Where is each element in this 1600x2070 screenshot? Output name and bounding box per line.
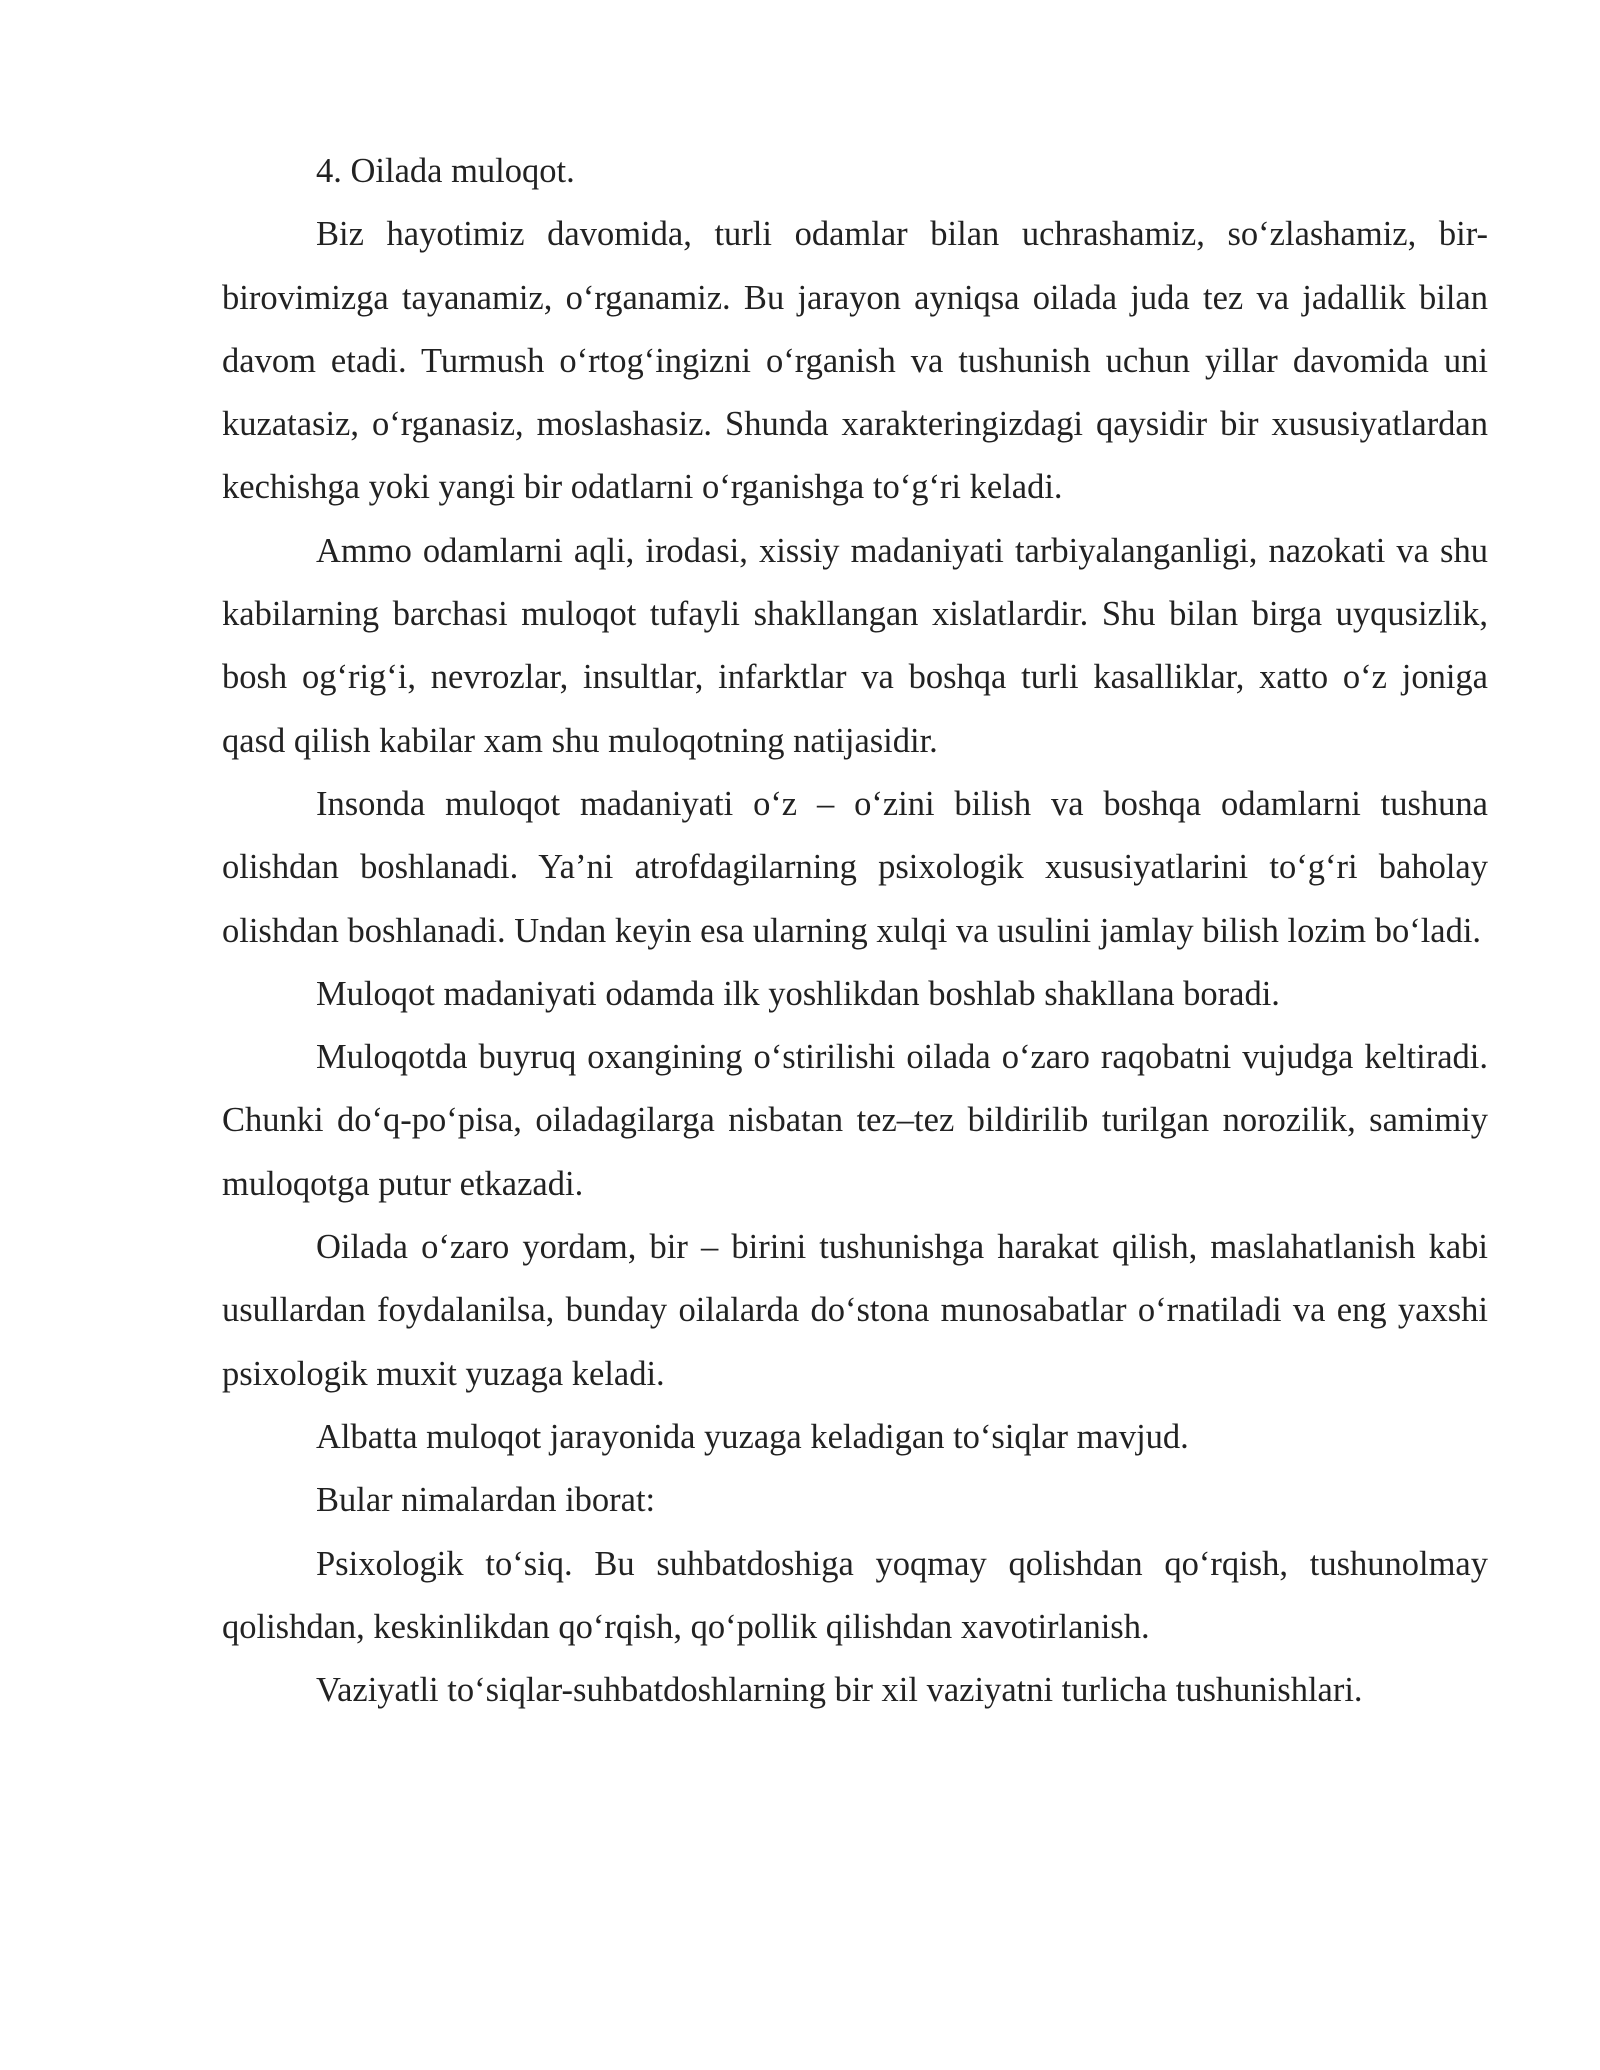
- document-page: [222, 140, 1488, 1722]
- paragraph-6: Oilada o‘zaro yordam, bir – birini tushunishga harakat qilish, maslahatlanish kabi usullardan foydalanilsa, bunday oilalarda do‘stona munosabatlar o‘rnatiladi va eng yaxshi psixologik muxit yuzaga keladi.: [222, 1228, 1488, 1393]
- paragraph-3: Insonda muloqot madaniyati o‘z – o‘zini bilish va boshqa odamlarni tushuna olishdan boshlanadi. Ya’ni atrofdagilarning psixologik xususiyatlarini to‘g‘ri baholay olishdan boshlanadi. Undan keyin esa ularning xulqi va usulini jamlay bilish lozim bo‘ladi.: [222, 784, 1488, 950]
- paragraph-2: Ammo odamlarni aqli, irodasi, xissiy madaniyati tarbiyalanganligi, nazokati va shu kabilarning barchasi muloqot tufayli shakllangan xislatlardir. Shu bilan birga uyqusizlik, bosh og‘rig‘i, nevrozlar, insultlar, infarktlar va boshqa turli kasalliklar, xatto o‘z joniga qasd qilish kabilar xam shu muloqotning natijasidir.: [222, 531, 1488, 760]
- paragraph-10: Vaziyatli to‘siqlar-suhbatdoshlarning bir xil vaziyatni turlicha tushunishlari.: [316, 1671, 1363, 1710]
- paragraph-4: Muloqot madaniyati odamda ilk yoshlikdan boshlab shakllana boradi.: [316, 974, 1280, 1013]
- paragraph-5: Muloqotda buyruq oxangining o‘stirilishi oilada o‘zaro raqobatni vujudga keltiradi. Chunki do‘q-po‘pisa, oiladagilarga nisbatan tez–tez bildirilib turilgan norozilik, samimiy muloqotga putur etkazadi.: [222, 1038, 1488, 1203]
- paragraph-8: Bular nimalardan iborat:: [316, 1481, 656, 1520]
- paragraph-7: Albatta muloqot jarayonida yuzaga keladigan to‘siqlar mavjud.: [316, 1417, 1189, 1456]
- section-heading: 4. Oilada muloqot.: [316, 152, 575, 190]
- paragraph-1: Biz hayotimiz davomida, turli odamlar bilan uchrashamiz, so‘zlashamiz, bir-birovimizga tayanamiz, o‘rganamiz. Bu jarayon ayniqsa oilada juda tez va jadallik bilan davom etadi. Turmush o‘rtog‘ingizni o‘rganish va tushunish uchun yillar davomida uni kuzatasiz, o‘rganasiz, moslashasiz. Shunda xarakteringizdagi qaysidir bir xususiyatlardan kechishga yoki yangi bir odatlarni o‘rganishga to‘g‘ri keladi.: [222, 215, 1488, 507]
- paragraph-9: Psixologik to‘siq. Bu suhbatdoshiga yoqmay qolishdan qo‘rqish, tushunolmay qolishdan, keskinlikdan qo‘rqish, qo‘pollik qilishdan xavotirlanish.: [222, 1544, 1488, 1646]
